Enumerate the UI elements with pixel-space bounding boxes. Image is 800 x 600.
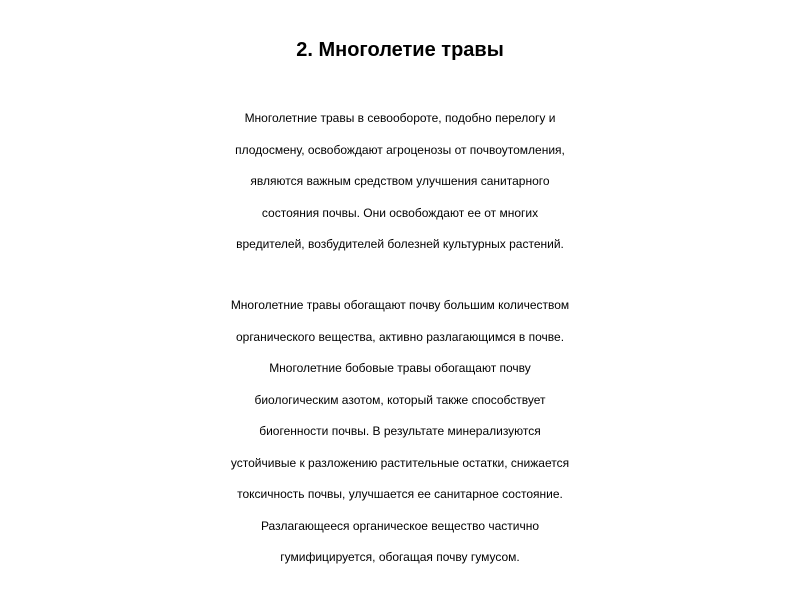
text-line: Многолетние бобовые травы обогащают почву	[269, 361, 531, 375]
text-line: вредителей, возбудителей болезней культурных растений.	[236, 237, 564, 251]
text-line: являются важным средством улучшения санитарного	[250, 174, 550, 188]
text-line: гумифицируется, обогащая почву гумусом.	[280, 550, 520, 564]
text-line: органического вещества, активно разлагающимся в почве.	[235, 329, 565, 344]
text-line: Многолетние травы обогащают почву большим количеством	[230, 298, 570, 312]
slide-title: 2. Многолетие травы	[296, 39, 504, 61]
text-line: состояния почвы. Они освобождают ее от многих	[261, 205, 539, 220]
paragraph-1	[0, 103, 800, 261]
text-line: токсичность почвы, улучшается ее санитарное состояние.	[237, 487, 563, 501]
text-line: плодосмену, освобождают агроценозы от почвоутомления,	[235, 142, 565, 157]
text-line: Разлагающееся органическое вещество частично	[260, 518, 540, 533]
paragraph-2	[0, 290, 800, 574]
text-line: биологическим азотом, который также способствует	[254, 392, 546, 407]
text-line: биогенности почвы. В результате минерализуются	[259, 424, 541, 438]
text-line: устойчивые к разложению растительные остатки, снижается	[230, 455, 570, 470]
text-line: Многолетние травы в севообороте, подобно перелогу и	[244, 111, 556, 125]
